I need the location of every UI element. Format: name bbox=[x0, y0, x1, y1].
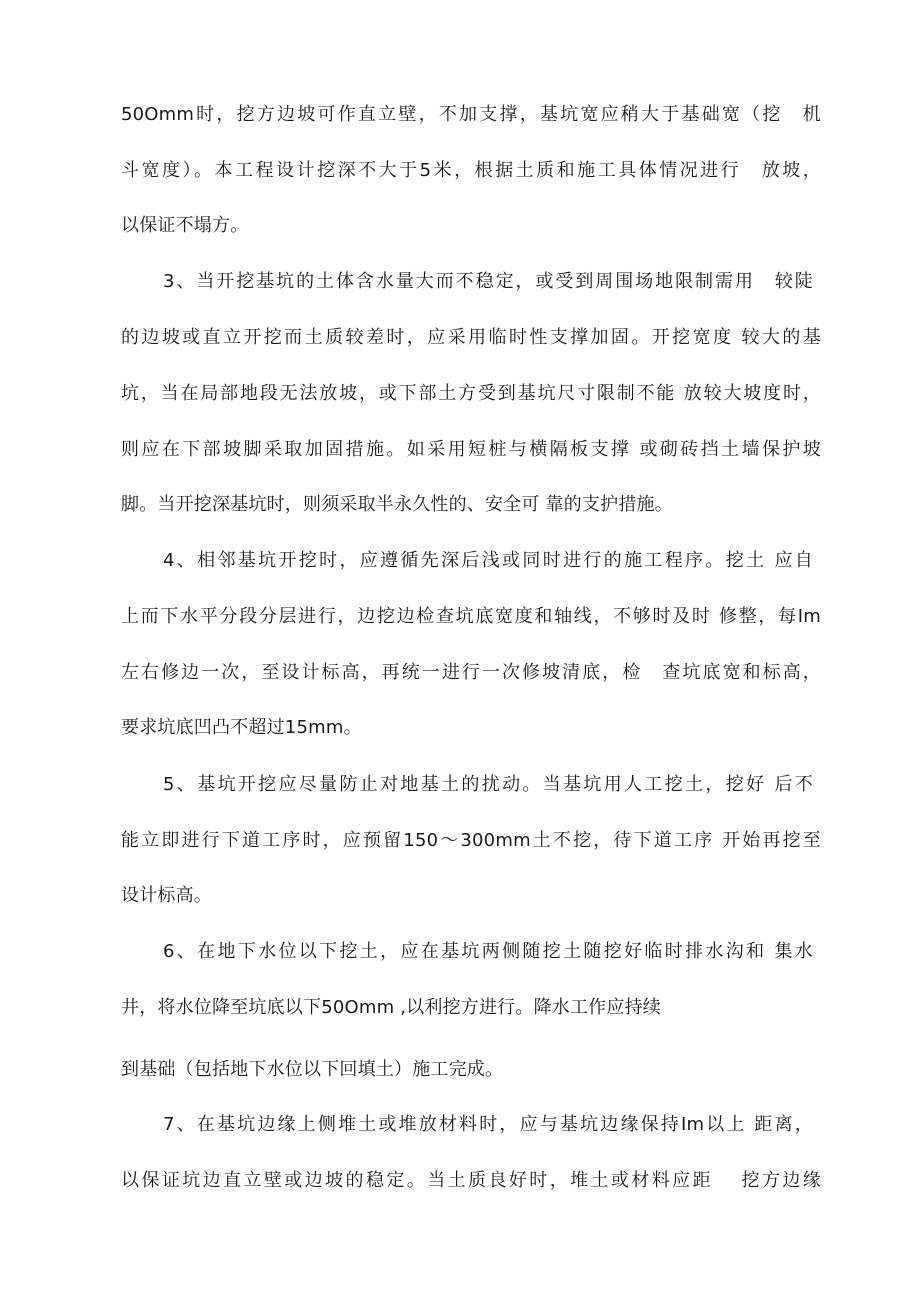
paragraph-5-first-line: 5、基坑开挖应尽量防止对地基土的扰动。当基坑用人工挖土，挖好 后不 bbox=[163, 774, 813, 795]
text-line: 以保证不塌方。 bbox=[121, 215, 249, 236]
paragraph-6-first-line: 6、在地下水位以下挖土，应在基坑两侧随挖土随挖好临时排水沟和 集水 bbox=[163, 941, 813, 962]
text-line: 50Omm时，挖方边坡可作直立壁，不加支撑，基坑宽应稍大于基础宽（挖 机 bbox=[121, 104, 821, 125]
text-line: 左右修边一次，至设计标高，再统一进行一次修坡清底，检 查坑底宽和标高， bbox=[121, 662, 821, 683]
text-line: 上而下水平分段分层进行，边挖边检查坑底宽度和轴线，不够时及时 修整，每Im bbox=[121, 606, 821, 627]
text-line: 要求坑底凹凸不超过15mm。 bbox=[121, 717, 362, 738]
text-line: 坑，当在局部地段无法放坡，或下部土方受到基坑尺寸限制不能 放较大坡度时， bbox=[121, 383, 821, 404]
text-line: 能立即进行下道工序时，应预留150～300mm土不挖，待下道工序 开始再挖至 bbox=[121, 830, 821, 851]
paragraph-4-first-line: 4、相邻基坑开挖时，应遵循先深后浅或同时进行的施工程序。挖土 应自 bbox=[163, 550, 813, 571]
text-line: 斗宽度）。本工程设计挖深不大于5米，根据土质和施工具体情况进行 放坡， bbox=[121, 160, 821, 181]
text-line: 到基础（包括地下水位以下回填土）施工完成。 bbox=[121, 1059, 504, 1080]
text-line: 则应在下部坡脚采取加固措施。如采用短桩与横隔板支撑 或砌砖挡土墙保护坡 bbox=[121, 439, 821, 460]
text-line: 以保证坑边直立壁或边坡的稳定。当土质良好时，堆土或材料应距 挖方边缘 bbox=[121, 1170, 821, 1191]
paragraph-7-first-line: 7、在基坑边缘上侧堆土或堆放材料时，应与基坑边缘保持Im以上 距离， bbox=[163, 1114, 813, 1135]
text-line: 的边坡或直立开挖而土质较差时，应采用临时性支撑加固。开挖宽度 较大的基 bbox=[121, 327, 821, 348]
paragraph-3-first-line: 3、当开挖基坑的土体含水量大而不稳定，或受到周围场地限制需用 较陡 bbox=[163, 271, 813, 292]
text-line: 井，将水位降至坑底以下50Omm ,以利挖方进行。降水工作应持续 bbox=[121, 997, 661, 1018]
text-line: 脚。当开挖深基坑时，则须采取半永久性的、安全可 靠的支护措施。 bbox=[121, 494, 673, 515]
text-line: 设计标高。 bbox=[121, 885, 212, 906]
